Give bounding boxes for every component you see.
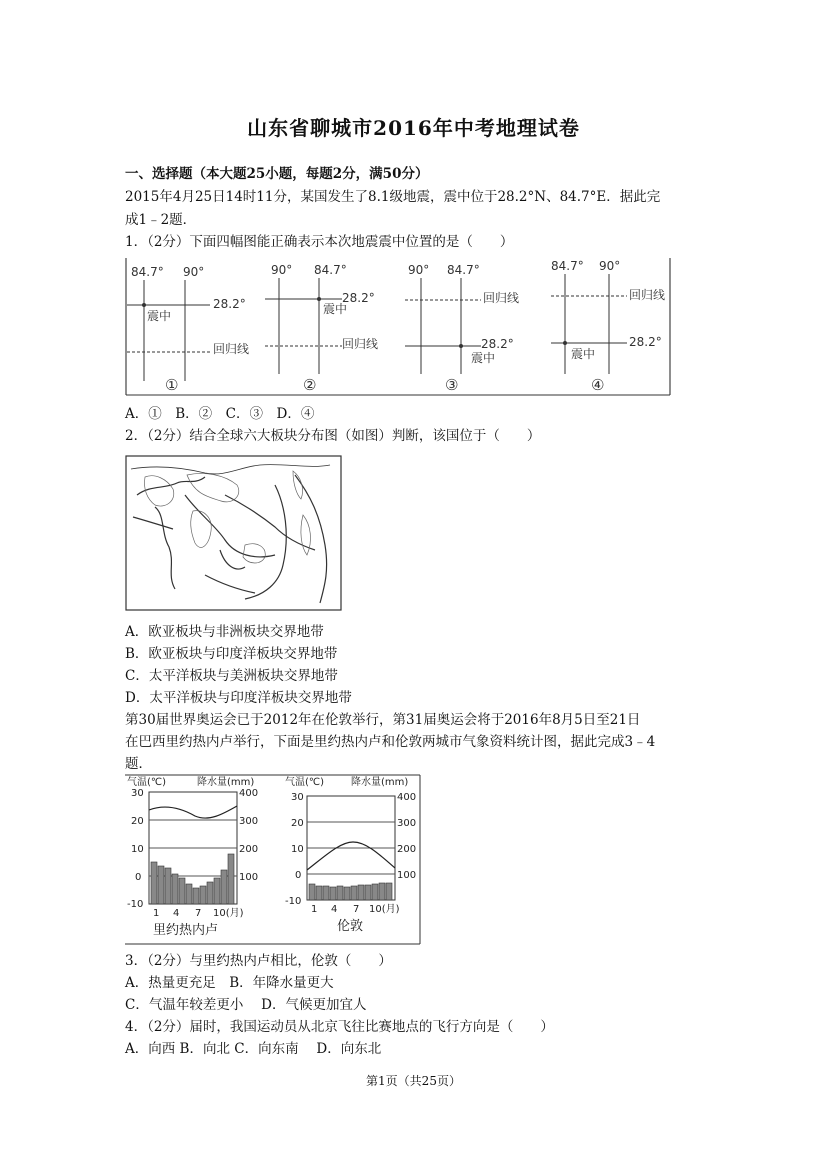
epicenter-label: 震中 bbox=[147, 309, 172, 323]
diagram-number: ① bbox=[165, 376, 179, 394]
epicenter-label: 震中 bbox=[323, 302, 348, 316]
tick-label: 20 bbox=[291, 818, 304, 829]
section-heading: 一、选择题（本大题25小题，每题2分，满50分） bbox=[125, 166, 429, 182]
epicenter-label: 震中 bbox=[571, 347, 596, 361]
tropic-label: 回归线 bbox=[483, 291, 520, 305]
question-2-option-c: C．太平洋板块与美洲板块交界地带 bbox=[125, 668, 338, 684]
question-3-options-cd: C．气温年较差更小 D．气候更加宜人 bbox=[125, 997, 367, 1013]
temperature-curve bbox=[149, 806, 237, 818]
q1-figure bbox=[125, 256, 672, 398]
diagram-4 bbox=[551, 259, 665, 394]
epicenter-label: 震中 bbox=[471, 351, 496, 365]
tick-label: 400 bbox=[397, 792, 417, 803]
question-2-option-d: D．太平洋板块与印度洋板块交界地带 bbox=[125, 690, 352, 706]
lon-label: 90° bbox=[599, 259, 621, 273]
question-4-options: A．向西 B．向北 C．向东南 D．向东北 bbox=[125, 1041, 382, 1057]
question-2-option-a: A．欧亚板块与非洲板块交界地带 bbox=[125, 624, 324, 640]
tick-label: 300 bbox=[397, 818, 417, 829]
tick-label: 10 bbox=[131, 844, 144, 855]
lon-label: 84.7° bbox=[131, 265, 164, 279]
city-name-rio: 里约热内卢 bbox=[153, 923, 219, 938]
tropic-label: 回归线 bbox=[629, 288, 666, 302]
question-2-option-b: B．欧亚板块与印度洋板块交界地带 bbox=[125, 646, 338, 662]
precip-axis-label: 降水量(mm) bbox=[351, 777, 409, 788]
tick-label: 0 bbox=[135, 872, 142, 883]
tick-label: 30 bbox=[131, 788, 144, 799]
question-3-options-ab: A．热量更充足 B．年降水量更大 bbox=[125, 975, 334, 991]
lon-label: 84.7° bbox=[551, 259, 584, 273]
lat-label: 28.2° bbox=[481, 337, 514, 351]
question-1-stem: 1．（2分）下面四幅图能正确表示本次地震震中位置的是（ ） bbox=[125, 234, 514, 250]
lon-label: 84.7° bbox=[447, 263, 480, 277]
tick-label: 10 bbox=[291, 844, 304, 855]
month-tick: 4 bbox=[173, 908, 180, 919]
month-tick: 10(月) bbox=[369, 904, 400, 915]
tick-label: 300 bbox=[239, 816, 259, 827]
intro2-line: 第30届世界奥运会已于2012年在伦敦举行，第31届奥运会将于2016年8月5日至21日 bbox=[125, 712, 641, 728]
page-footer: 第1页（共25页） bbox=[366, 1074, 461, 1088]
tick-label: 400 bbox=[239, 788, 259, 799]
month-tick: 7 bbox=[195, 908, 202, 919]
lon-label: 90° bbox=[183, 265, 205, 279]
precip-axis-label: 降水量(mm) bbox=[197, 777, 255, 788]
month-tick: 4 bbox=[331, 904, 338, 915]
question-4-stem: 4．（2分）届时，我国运动员从北京飞往比赛地点的飞行方向是（ ） bbox=[125, 1019, 554, 1035]
lat-label: 28.2° bbox=[629, 335, 662, 349]
precip-bars bbox=[151, 854, 234, 904]
page-title: 山东省聊城市2016年中考地理试卷 bbox=[247, 116, 580, 140]
rio-chart bbox=[127, 775, 258, 938]
diagram-number: ④ bbox=[591, 376, 605, 394]
plates-world-map bbox=[125, 455, 343, 612]
tick-label: 100 bbox=[397, 870, 417, 881]
tropic-label: 回归线 bbox=[213, 342, 250, 356]
question-1-options: A．① B．② C．③ D．④ bbox=[125, 406, 315, 422]
tick-label: -10 bbox=[285, 896, 302, 907]
tick-label: 100 bbox=[239, 872, 259, 883]
tick-label: 200 bbox=[239, 844, 259, 855]
lon-label: 90° bbox=[271, 263, 293, 277]
month-tick: 1 bbox=[311, 904, 318, 915]
city-name-london: 伦敦 bbox=[337, 919, 364, 934]
temperature-curve bbox=[307, 842, 395, 870]
tick-label: 20 bbox=[131, 816, 144, 827]
month-tick: 1 bbox=[153, 908, 160, 919]
lon-label: 84.7° bbox=[314, 263, 347, 277]
diagram-1 bbox=[127, 265, 249, 394]
question-2-stem: 2．（2分）结合全球六大板块分布图（如图）判断，该国位于（ ） bbox=[125, 428, 541, 444]
question-3-stem: 3．（2分）与里约热内卢相比，伦敦（ ） bbox=[125, 953, 392, 969]
lat-label: 28.2° bbox=[213, 297, 246, 311]
month-tick: 7 bbox=[353, 904, 360, 915]
diagram-3 bbox=[405, 263, 519, 394]
tick-label: -10 bbox=[127, 899, 144, 910]
diagram-number: ② bbox=[303, 376, 317, 394]
temp-axis-label: 气温(℃) bbox=[285, 777, 325, 788]
tropic-label: 回归线 bbox=[342, 337, 379, 351]
intro2-line: 在巴西里约热内卢举行，下面是里约热内卢和伦敦两城市气象资料统计图，据此完成3﹣4 bbox=[125, 734, 656, 750]
intro-line: 成1﹣2题． bbox=[125, 212, 197, 228]
diagram-2 bbox=[265, 263, 378, 394]
tick-label: 30 bbox=[291, 792, 304, 803]
london-chart bbox=[285, 775, 416, 934]
intro-line: 2015年4月25日14时11分，某国发生了8.1级地震，震中位于28.2°N、84.7°E．据此完 bbox=[125, 189, 661, 205]
lat-label: 28.2° bbox=[342, 291, 375, 305]
temp-axis-label: 气温(℃) bbox=[127, 777, 167, 788]
month-tick: 10(月) bbox=[213, 908, 244, 919]
tick-label: 0 bbox=[295, 870, 302, 881]
intro2-line: 题． bbox=[125, 756, 152, 772]
tick-label: 200 bbox=[397, 844, 417, 855]
diagram-number: ③ bbox=[445, 376, 459, 394]
lon-label: 90° bbox=[408, 263, 430, 277]
precip-bars bbox=[309, 883, 392, 900]
climate-charts bbox=[125, 774, 421, 946]
